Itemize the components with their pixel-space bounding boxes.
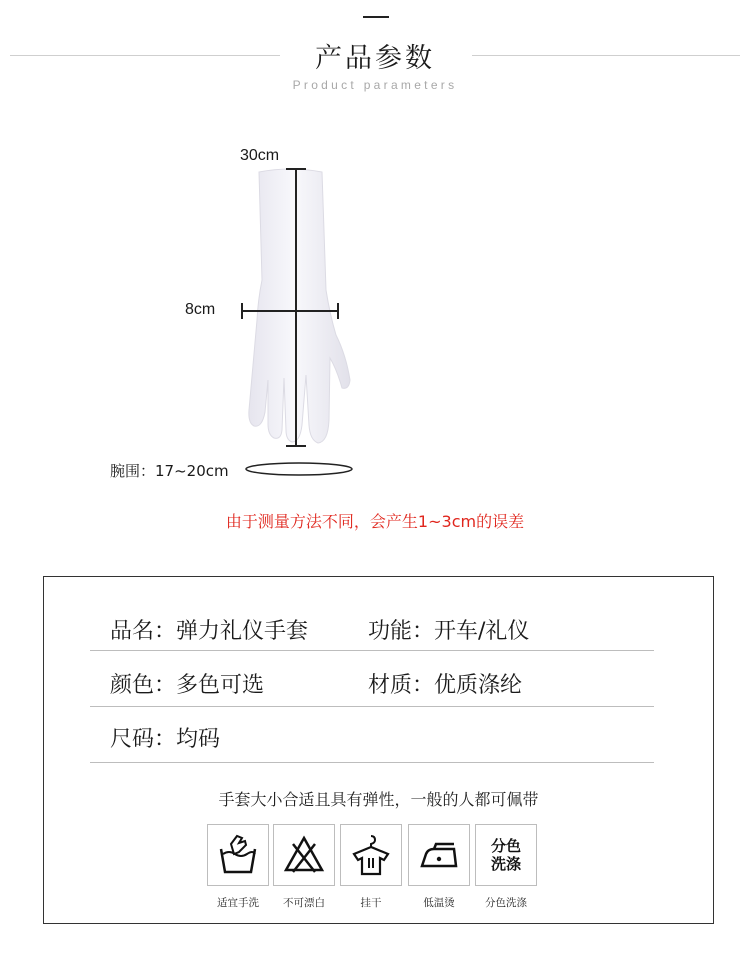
spec-row-divider [90,650,654,651]
spec-size-label: 尺码： [110,727,177,752]
wrist-ellipse [246,463,352,475]
spec-material-value: 优质涤纶 [434,673,523,698]
spec-name [110,614,308,645]
glove-illustration [0,140,750,490]
elasticity-description: 手套大小合适且具有弹性，一般的人都可佩带 [218,790,539,809]
spec-function-value: 开车/礼仪 [434,619,530,644]
spec-size-value: 均码 [176,727,221,752]
spec-size [110,722,220,753]
spec-color-value: 多色可选 [176,673,265,698]
separate-wash-icon [488,837,524,873]
care-item [408,824,470,886]
width-label: 8cm [185,301,216,318]
care-item [340,824,402,886]
care-label: 分色洗涤 [485,897,527,909]
header-top-dash [363,16,389,18]
care-label: 不可漂白 [283,897,325,909]
spec-function [368,614,529,645]
measurement-error-note: 由于测量方法不同，会产生1~3cm的误差 [225,512,525,531]
spec-row-divider [90,762,654,763]
spec-row-divider [90,706,654,707]
care-item [273,824,335,886]
spec-material [368,668,522,699]
care-label: 挂干 [360,897,382,909]
spec-color [110,668,264,699]
spec-material-label: 材质： [368,673,435,698]
spec-name-value: 弹力礼仪手套 [176,619,309,644]
spec-color-label: 颜色： [110,673,177,698]
care-label: 适宜手洗 [217,897,259,909]
low-iron-icon [416,832,462,878]
care-label: 低温烫 [423,897,455,909]
hang-dry-icon [348,832,394,878]
wrist-label: 腕围：17~20cm [110,462,229,480]
spec-name-label: 品名： [110,619,177,644]
care-item [207,824,269,886]
no-bleach-icon [281,832,327,878]
spec-function-label: 功能： [368,619,435,644]
care-item [475,824,537,886]
separate-wash-icon-text: 分色洗涤 [490,837,521,873]
length-label: 30cm [240,147,280,164]
section-subtitle: Product parameters [292,78,458,92]
section-title: 产品参数 [315,43,435,74]
glove-shape [249,169,350,443]
hand-wash-icon [215,832,261,878]
